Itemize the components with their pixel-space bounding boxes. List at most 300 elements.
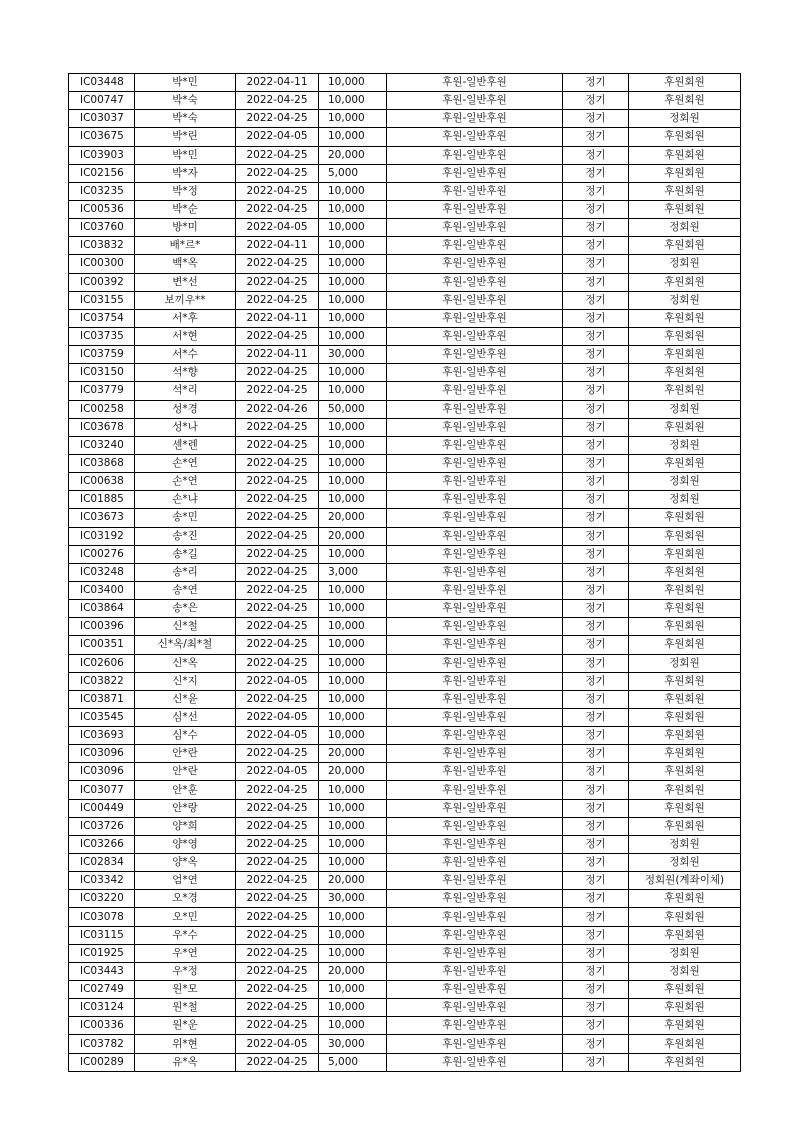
cycle-cell: 정기 xyxy=(563,473,629,491)
donor-name-cell: 송*진 xyxy=(135,527,236,545)
table-row xyxy=(69,545,741,563)
date-cell: 2022-04-05 xyxy=(236,219,319,237)
member-id-cell: IC00392 xyxy=(69,273,135,291)
member-type-cell: 후원회원 xyxy=(629,346,741,364)
date-cell: 2022-04-25 xyxy=(236,273,319,291)
member-id-cell: IC03864 xyxy=(69,600,135,618)
member-id-cell: IC03903 xyxy=(69,146,135,164)
member-id-cell: IC03342 xyxy=(69,872,135,890)
date-cell: 2022-04-25 xyxy=(236,981,319,999)
donor-name-cell: 심*수 xyxy=(135,727,236,745)
table-row xyxy=(69,400,741,418)
table-row xyxy=(69,436,741,454)
member-type-cell: 후원회원 xyxy=(629,1035,741,1053)
member-id-cell: IC00536 xyxy=(69,200,135,218)
table-row xyxy=(69,708,741,726)
table-row xyxy=(69,563,741,581)
table-row xyxy=(69,636,741,654)
cycle-cell: 정기 xyxy=(563,110,629,128)
member-id-cell: IC03240 xyxy=(69,436,135,454)
amount-cell: 10,000 xyxy=(319,817,387,835)
donation-type-cell: 후원-일반후원 xyxy=(387,110,563,128)
date-cell: 2022-04-25 xyxy=(236,944,319,962)
cycle-cell: 정기 xyxy=(563,509,629,527)
donation-type-cell: 후원-일반후원 xyxy=(387,962,563,980)
date-cell: 2022-04-25 xyxy=(236,527,319,545)
member-type-cell: 후원회원 xyxy=(629,999,741,1017)
date-cell: 2022-04-25 xyxy=(236,255,319,273)
donation-type-cell: 후원-일반후원 xyxy=(387,491,563,509)
amount-cell: 10,000 xyxy=(319,436,387,454)
amount-cell: 10,000 xyxy=(319,364,387,382)
amount-cell: 10,000 xyxy=(319,74,387,92)
member-id-cell: IC03443 xyxy=(69,962,135,980)
cycle-cell: 정기 xyxy=(563,763,629,781)
table-row xyxy=(69,727,741,745)
date-cell: 2022-04-25 xyxy=(236,473,319,491)
date-cell: 2022-04-25 xyxy=(236,600,319,618)
donation-type-cell: 후원-일반후원 xyxy=(387,654,563,672)
cycle-cell: 정기 xyxy=(563,291,629,309)
member-type-cell: 후원회원 xyxy=(629,182,741,200)
donation-type-cell: 후원-일반후원 xyxy=(387,781,563,799)
amount-cell: 10,000 xyxy=(319,309,387,327)
table-row xyxy=(69,92,741,110)
table-row xyxy=(69,509,741,527)
table-row xyxy=(69,454,741,472)
member-id-cell: IC03871 xyxy=(69,690,135,708)
amount-cell: 10,000 xyxy=(319,382,387,400)
table-row xyxy=(69,872,741,890)
date-cell: 2022-04-25 xyxy=(236,781,319,799)
donation-type-cell: 후원-일반후원 xyxy=(387,400,563,418)
date-cell: 2022-04-25 xyxy=(236,835,319,853)
cycle-cell: 정기 xyxy=(563,74,629,92)
member-type-cell: 정회원 xyxy=(629,255,741,273)
donation-type-cell: 후원-일반후원 xyxy=(387,309,563,327)
member-type-cell: 정회원 xyxy=(629,491,741,509)
member-type-cell: 후원회원 xyxy=(629,745,741,763)
donation-type-cell: 후원-일반후원 xyxy=(387,672,563,690)
donor-name-cell: 양*희 xyxy=(135,817,236,835)
cycle-cell: 정기 xyxy=(563,981,629,999)
donation-type-cell: 후원-일반후원 xyxy=(387,545,563,563)
member-type-cell: 후원회원 xyxy=(629,581,741,599)
member-type-cell: 후원회원 xyxy=(629,509,741,527)
member-type-cell: 후원회원 xyxy=(629,92,741,110)
member-id-cell: IC00396 xyxy=(69,618,135,636)
table-row xyxy=(69,799,741,817)
donation-type-cell: 후원-일반후원 xyxy=(387,618,563,636)
member-id-cell: IC00289 xyxy=(69,1053,135,1071)
cycle-cell: 정기 xyxy=(563,1035,629,1053)
date-cell: 2022-04-11 xyxy=(236,309,319,327)
donation-table-sheet xyxy=(68,73,740,1072)
member-id-cell: IC03037 xyxy=(69,110,135,128)
member-type-cell: 정회원 xyxy=(629,473,741,491)
table-row xyxy=(69,654,741,672)
member-id-cell: IC03115 xyxy=(69,926,135,944)
donation-type-cell: 후원-일반후원 xyxy=(387,745,563,763)
member-id-cell: IC03726 xyxy=(69,817,135,835)
donation-type-cell: 후원-일반후원 xyxy=(387,835,563,853)
cycle-cell: 정기 xyxy=(563,491,629,509)
date-cell: 2022-04-25 xyxy=(236,581,319,599)
member-id-cell: IC03096 xyxy=(69,745,135,763)
donation-type-cell: 후원-일반후원 xyxy=(387,581,563,599)
member-type-cell: 후원회원 xyxy=(629,708,741,726)
donation-type-cell: 후원-일반후원 xyxy=(387,727,563,745)
amount-cell: 10,000 xyxy=(319,182,387,200)
table-row xyxy=(69,962,741,980)
member-id-cell: IC03150 xyxy=(69,364,135,382)
member-id-cell: IC03782 xyxy=(69,1035,135,1053)
date-cell: 2022-04-25 xyxy=(236,382,319,400)
amount-cell: 10,000 xyxy=(319,255,387,273)
date-cell: 2022-04-11 xyxy=(236,237,319,255)
member-type-cell: 후원회원 xyxy=(629,890,741,908)
table-row xyxy=(69,327,741,345)
table-row xyxy=(69,981,741,999)
cycle-cell: 정기 xyxy=(563,418,629,436)
member-id-cell: IC02156 xyxy=(69,164,135,182)
amount-cell: 10,000 xyxy=(319,545,387,563)
table-row xyxy=(69,581,741,599)
date-cell: 2022-04-05 xyxy=(236,128,319,146)
amount-cell: 10,000 xyxy=(319,618,387,636)
member-id-cell: IC03400 xyxy=(69,581,135,599)
member-type-cell: 후원회원 xyxy=(629,364,741,382)
donor-name-cell: 안*랑 xyxy=(135,799,236,817)
date-cell: 2022-04-25 xyxy=(236,200,319,218)
donor-name-cell: 백*옥 xyxy=(135,255,236,273)
donor-name-cell: 원*운 xyxy=(135,1017,236,1035)
member-id-cell: IC01925 xyxy=(69,944,135,962)
donation-type-cell: 후원-일반후원 xyxy=(387,854,563,872)
amount-cell: 10,000 xyxy=(319,418,387,436)
member-id-cell: IC03220 xyxy=(69,890,135,908)
donation-type-cell: 후원-일반후원 xyxy=(387,382,563,400)
table-row xyxy=(69,237,741,255)
date-cell: 2022-04-25 xyxy=(236,690,319,708)
cycle-cell: 정기 xyxy=(563,781,629,799)
donor-name-cell: 박*숙 xyxy=(135,110,236,128)
amount-cell: 30,000 xyxy=(319,1035,387,1053)
amount-cell: 20,000 xyxy=(319,146,387,164)
donation-type-cell: 후원-일반후원 xyxy=(387,1017,563,1035)
member-id-cell: IC02606 xyxy=(69,654,135,672)
cycle-cell: 정기 xyxy=(563,581,629,599)
donation-type-cell: 후원-일반후원 xyxy=(387,200,563,218)
donation-type-cell: 후원-일반후원 xyxy=(387,1053,563,1071)
cycle-cell: 정기 xyxy=(563,92,629,110)
member-id-cell: IC02834 xyxy=(69,854,135,872)
date-cell: 2022-04-11 xyxy=(236,74,319,92)
table-row xyxy=(69,110,741,128)
table-row xyxy=(69,926,741,944)
donor-name-cell: 신*옥/최*철 xyxy=(135,636,236,654)
amount-cell: 20,000 xyxy=(319,962,387,980)
member-id-cell: IC02749 xyxy=(69,981,135,999)
table-row xyxy=(69,745,741,763)
donor-name-cell: 박*린 xyxy=(135,128,236,146)
date-cell: 2022-04-25 xyxy=(236,418,319,436)
donation-type-cell: 후원-일반후원 xyxy=(387,473,563,491)
donation-type-cell: 후원-일반후원 xyxy=(387,872,563,890)
donor-name-cell: 원*철 xyxy=(135,999,236,1017)
amount-cell: 20,000 xyxy=(319,527,387,545)
amount-cell: 20,000 xyxy=(319,509,387,527)
member-id-cell: IC03266 xyxy=(69,835,135,853)
member-type-cell: 후원회원 xyxy=(629,454,741,472)
amount-cell: 10,000 xyxy=(319,672,387,690)
member-type-cell: 정회원 xyxy=(629,654,741,672)
member-type-cell: 후원회원 xyxy=(629,382,741,400)
donor-name-cell: 송*민 xyxy=(135,509,236,527)
table-row xyxy=(69,763,741,781)
donor-name-cell: 박*민 xyxy=(135,74,236,92)
donation-type-cell: 후원-일반후원 xyxy=(387,799,563,817)
cycle-cell: 정기 xyxy=(563,545,629,563)
donor-name-cell: 석*리 xyxy=(135,382,236,400)
donor-name-cell: 신*지 xyxy=(135,672,236,690)
donation-type-cell: 후원-일반후원 xyxy=(387,817,563,835)
donation-type-cell: 후원-일반후원 xyxy=(387,600,563,618)
member-id-cell: IC03248 xyxy=(69,563,135,581)
member-type-cell: 후원회원 xyxy=(629,545,741,563)
donor-name-cell: 우*수 xyxy=(135,926,236,944)
cycle-cell: 정기 xyxy=(563,563,629,581)
date-cell: 2022-04-25 xyxy=(236,110,319,128)
amount-cell: 10,000 xyxy=(319,708,387,726)
member-id-cell: IC03673 xyxy=(69,509,135,527)
member-type-cell: 후원회원 xyxy=(629,600,741,618)
date-cell: 2022-04-05 xyxy=(236,672,319,690)
cycle-cell: 정기 xyxy=(563,146,629,164)
donation-type-cell: 후원-일반후원 xyxy=(387,908,563,926)
table-row xyxy=(69,382,741,400)
member-id-cell: IC03822 xyxy=(69,672,135,690)
donor-name-cell: 유*옥 xyxy=(135,1053,236,1071)
table-row xyxy=(69,364,741,382)
donor-name-cell: 안*란 xyxy=(135,745,236,763)
table-row xyxy=(69,491,741,509)
cycle-cell: 정기 xyxy=(563,527,629,545)
amount-cell: 10,000 xyxy=(319,327,387,345)
member-type-cell: 후원회원 xyxy=(629,164,741,182)
table-row xyxy=(69,273,741,291)
cycle-cell: 정기 xyxy=(563,600,629,618)
member-type-cell: 후원회원 xyxy=(629,200,741,218)
donation-type-cell: 후원-일반후원 xyxy=(387,273,563,291)
donation-type-cell: 후원-일반후원 xyxy=(387,1035,563,1053)
amount-cell: 10,000 xyxy=(319,727,387,745)
table-row xyxy=(69,672,741,690)
member-type-cell: 후원회원 xyxy=(629,618,741,636)
donation-type-cell: 후원-일반후원 xyxy=(387,436,563,454)
member-id-cell: IC00638 xyxy=(69,473,135,491)
table-row xyxy=(69,146,741,164)
cycle-cell: 정기 xyxy=(563,745,629,763)
member-type-cell: 후원회원 xyxy=(629,799,741,817)
date-cell: 2022-04-25 xyxy=(236,1053,319,1071)
donation-type-cell: 후원-일반후원 xyxy=(387,763,563,781)
member-id-cell: IC03545 xyxy=(69,708,135,726)
cycle-cell: 정기 xyxy=(563,382,629,400)
donor-name-cell: 박*숙 xyxy=(135,92,236,110)
date-cell: 2022-04-25 xyxy=(236,491,319,509)
member-id-cell: IC03754 xyxy=(69,309,135,327)
table-row xyxy=(69,781,741,799)
date-cell: 2022-04-25 xyxy=(236,654,319,672)
donor-name-cell: 보끼우** xyxy=(135,291,236,309)
table-row xyxy=(69,618,741,636)
member-type-cell: 후원회원 xyxy=(629,908,741,926)
amount-cell: 30,000 xyxy=(319,890,387,908)
donation-type-cell: 후원-일반후원 xyxy=(387,690,563,708)
table-row xyxy=(69,1053,741,1071)
cycle-cell: 정기 xyxy=(563,309,629,327)
donor-name-cell: 신*옥 xyxy=(135,654,236,672)
date-cell: 2022-04-25 xyxy=(236,962,319,980)
donor-name-cell: 원*모 xyxy=(135,981,236,999)
cycle-cell: 정기 xyxy=(563,219,629,237)
member-type-cell: 후원회원 xyxy=(629,1017,741,1035)
date-cell: 2022-04-25 xyxy=(236,563,319,581)
donor-name-cell: 우*정 xyxy=(135,962,236,980)
date-cell: 2022-04-25 xyxy=(236,509,319,527)
cycle-cell: 정기 xyxy=(563,854,629,872)
amount-cell: 10,000 xyxy=(319,454,387,472)
table-row xyxy=(69,418,741,436)
donor-name-cell: 서*수 xyxy=(135,346,236,364)
member-type-cell: 후원회원 xyxy=(629,273,741,291)
cycle-cell: 정기 xyxy=(563,128,629,146)
table-row xyxy=(69,291,741,309)
member-id-cell: IC03868 xyxy=(69,454,135,472)
donor-name-cell: 방*미 xyxy=(135,219,236,237)
cycle-cell: 정기 xyxy=(563,618,629,636)
donation-type-cell: 후원-일반후원 xyxy=(387,92,563,110)
donation-type-cell: 후원-일반후원 xyxy=(387,418,563,436)
amount-cell: 50,000 xyxy=(319,400,387,418)
member-type-cell: 정회원 xyxy=(629,400,741,418)
date-cell: 2022-04-25 xyxy=(236,454,319,472)
donor-name-cell: 송*연 xyxy=(135,581,236,599)
date-cell: 2022-04-25 xyxy=(236,1017,319,1035)
cycle-cell: 정기 xyxy=(563,708,629,726)
member-id-cell: IC03124 xyxy=(69,999,135,1017)
member-type-cell: 정회원 xyxy=(629,962,741,980)
member-type-cell: 후원회원 xyxy=(629,327,741,345)
donation-type-cell: 후원-일반후원 xyxy=(387,346,563,364)
member-type-cell: 후원회원 xyxy=(629,672,741,690)
table-row xyxy=(69,817,741,835)
cycle-cell: 정기 xyxy=(563,327,629,345)
date-cell: 2022-04-25 xyxy=(236,182,319,200)
donor-name-cell: 배*르* xyxy=(135,237,236,255)
member-type-cell: 후원회원 xyxy=(629,309,741,327)
amount-cell: 30,000 xyxy=(319,346,387,364)
member-type-cell: 정회원 xyxy=(629,219,741,237)
member-type-cell: 후원회원 xyxy=(629,727,741,745)
donor-name-cell: 안*란 xyxy=(135,763,236,781)
donation-type-cell: 후원-일반후원 xyxy=(387,890,563,908)
date-cell: 2022-04-25 xyxy=(236,618,319,636)
amount-cell: 10,000 xyxy=(319,999,387,1017)
donor-name-cell: 센*렌 xyxy=(135,436,236,454)
member-type-cell: 후원회원 xyxy=(629,74,741,92)
cycle-cell: 정기 xyxy=(563,454,629,472)
amount-cell: 20,000 xyxy=(319,745,387,763)
amount-cell: 5,000 xyxy=(319,164,387,182)
date-cell: 2022-04-25 xyxy=(236,872,319,890)
table-row xyxy=(69,164,741,182)
cycle-cell: 정기 xyxy=(563,654,629,672)
amount-cell: 10,000 xyxy=(319,835,387,853)
cycle-cell: 정기 xyxy=(563,817,629,835)
table-row xyxy=(69,944,741,962)
member-type-cell: 정회원 xyxy=(629,854,741,872)
donor-name-cell: 오*민 xyxy=(135,908,236,926)
donor-name-cell: 신*윤 xyxy=(135,690,236,708)
amount-cell: 10,000 xyxy=(319,926,387,944)
member-id-cell: IC00276 xyxy=(69,545,135,563)
cycle-cell: 정기 xyxy=(563,672,629,690)
donation-type-cell: 후원-일반후원 xyxy=(387,237,563,255)
table-row xyxy=(69,473,741,491)
member-type-cell: 후원회원 xyxy=(629,563,741,581)
donation-type-cell: 후원-일반후원 xyxy=(387,128,563,146)
member-type-cell: 후원회원 xyxy=(629,1053,741,1071)
donation-type-cell: 후원-일반후원 xyxy=(387,291,563,309)
amount-cell: 5,000 xyxy=(319,1053,387,1071)
donor-name-cell: 서*후 xyxy=(135,309,236,327)
date-cell: 2022-04-25 xyxy=(236,364,319,382)
member-type-cell: 후원회원 xyxy=(629,817,741,835)
cycle-cell: 정기 xyxy=(563,926,629,944)
amount-cell: 10,000 xyxy=(319,654,387,672)
member-id-cell: IC03779 xyxy=(69,382,135,400)
date-cell: 2022-04-25 xyxy=(236,999,319,1017)
donor-name-cell: 박*민 xyxy=(135,146,236,164)
donor-name-cell: 박*순 xyxy=(135,200,236,218)
cycle-cell: 정기 xyxy=(563,962,629,980)
member-id-cell: IC01885 xyxy=(69,491,135,509)
date-cell: 2022-04-26 xyxy=(236,400,319,418)
donor-name-cell: 송*은 xyxy=(135,600,236,618)
table-row xyxy=(69,690,741,708)
member-type-cell: 후원회원 xyxy=(629,781,741,799)
date-cell: 2022-04-11 xyxy=(236,346,319,364)
amount-cell: 10,000 xyxy=(319,110,387,128)
member-type-cell: 후원회원 xyxy=(629,690,741,708)
date-cell: 2022-04-25 xyxy=(236,926,319,944)
cycle-cell: 정기 xyxy=(563,999,629,1017)
donation-type-cell: 후원-일반후원 xyxy=(387,146,563,164)
cycle-cell: 정기 xyxy=(563,799,629,817)
amount-cell: 10,000 xyxy=(319,291,387,309)
date-cell: 2022-04-25 xyxy=(236,92,319,110)
cycle-cell: 정기 xyxy=(563,872,629,890)
member-id-cell: IC00351 xyxy=(69,636,135,654)
donor-name-cell: 양*영 xyxy=(135,835,236,853)
amount-cell: 10,000 xyxy=(319,908,387,926)
donor-name-cell: 변*선 xyxy=(135,273,236,291)
member-type-cell: 후원회원 xyxy=(629,146,741,164)
donor-name-cell: 우*연 xyxy=(135,944,236,962)
member-id-cell: IC03735 xyxy=(69,327,135,345)
